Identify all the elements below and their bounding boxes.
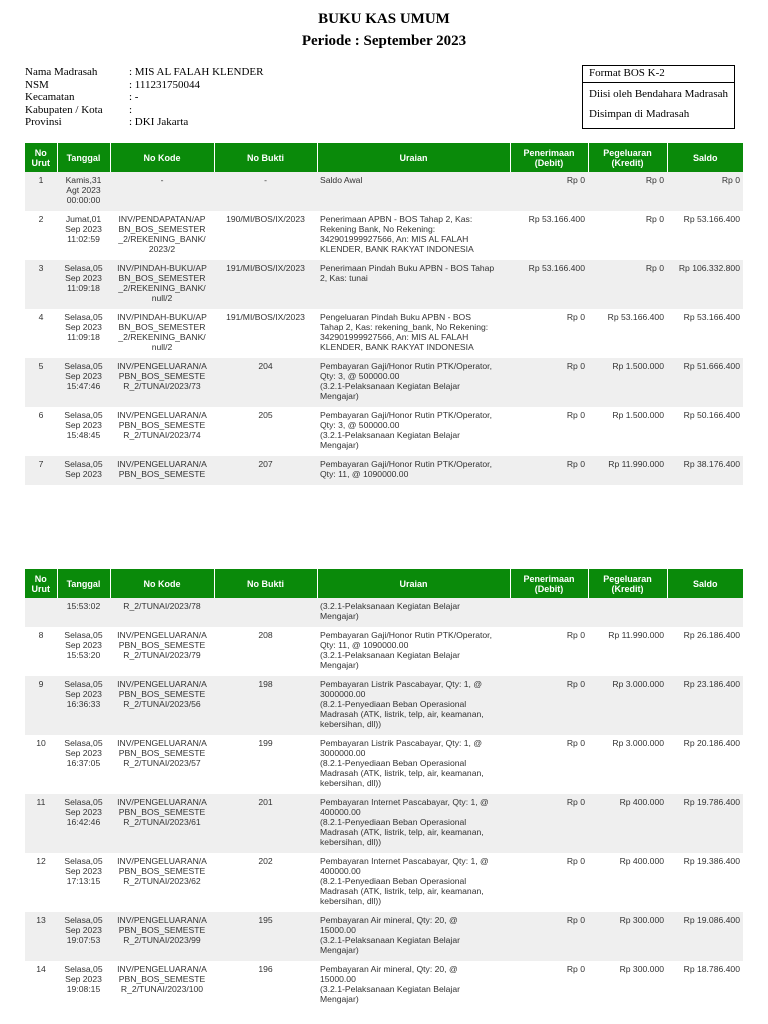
col-saldo-cell: Rp 38.176.400 [667, 456, 743, 485]
col-uraian-cell: Pengeluaran Pindah Buku APBN - BOS Tahap 2, Kas: rekening_bank, No Rekening: 342901999927566, An: MIS AL FALAH KLENDER, BANK RAKYAT INDONESIA [317, 309, 510, 358]
table-row [25, 912, 743, 961]
col-penerimaan-cell [510, 598, 588, 627]
col-uraian-cell: Penerimaan Pindah Buku APBN - BOS Tahap 2, Kas: tunai [317, 260, 510, 309]
table-row [25, 676, 743, 735]
table-row [25, 598, 743, 627]
col-no-bukti-cell [214, 598, 317, 627]
info-row [25, 116, 263, 129]
col-pengeluaran-header: Pegeluaran (Kredit) [588, 569, 667, 598]
col-no-urut-cell: 6 [25, 407, 57, 456]
col-no-urut-header: No Urut [25, 569, 57, 598]
col-pengeluaran-cell [588, 598, 667, 627]
col-penerimaan-cell: Rp 0 [510, 172, 588, 211]
col-penerimaan-cell: Rp 0 [510, 627, 588, 676]
col-no-bukti-cell: 207 [214, 456, 317, 485]
document-period: Periode : September 2023 [301, 33, 467, 49]
col-penerimaan-cell: Rp 0 [510, 309, 588, 358]
col-uraian-header: Uraian [317, 569, 510, 598]
col-pengeluaran-cell: Rp 11.990.000 [588, 456, 667, 485]
col-tanggal-cell: Selasa,05 Sep 2023 19:08:15 [57, 961, 110, 1010]
col-penerimaan-header: Penerimaan (Debit) [510, 569, 588, 598]
col-pengeluaran-cell: Rp 3.000.000 [588, 676, 667, 735]
col-no-kode-cell: INV/PINDAH-BUKU/AP BN_BOS_SEMESTER _2/REKENING_BANK/ null/2 [110, 309, 214, 358]
col-penerimaan-cell: Rp 0 [510, 735, 588, 794]
col-pengeluaran-cell: Rp 400.000 [588, 794, 667, 853]
col-no-bukti-cell: 195 [214, 912, 317, 961]
col-penerimaan-cell: Rp 0 [510, 794, 588, 853]
col-no-urut-cell: 7 [25, 456, 57, 485]
col-tanggal-cell: Selasa,05 Sep 2023 15:53:20 [57, 627, 110, 676]
info-value: : 111231750044 [129, 78, 200, 91]
col-saldo-cell: Rp 50.166.400 [667, 407, 743, 456]
table-header-row [25, 143, 743, 172]
table-row [25, 172, 743, 211]
info-value: : [129, 103, 133, 116]
col-no-bukti-header: No Bukti [214, 569, 317, 598]
col-no-bukti-cell: 190/MI/BOS/IX/2023 [214, 211, 317, 260]
col-tanggal-cell: Selasa,05 Sep 2023 16:42:46 [57, 794, 110, 853]
info-value: : DKI Jakarta [129, 116, 189, 128]
col-no-bukti-cell: 196 [214, 961, 317, 1010]
col-uraian-cell: (3.2.1-Pelaksanaan Kegiatan Belajar Mengajar) [317, 598, 510, 627]
table-row [25, 260, 743, 309]
col-uraian-cell: Pembayaran Gaji/Honor Rutin PTK/Operator, Qty: 3, @ 500000.00 (3.2.1-Pelaksanaan Kegiatan Belajar Mengajar) [317, 358, 510, 407]
info-value: : - [129, 91, 139, 103]
col-uraian-cell: Pembayaran Internet Pascabayar, Qty: 1, @ 400000.00 (8.2.1-Penyediaan Beban Operasional Madrasah (ATK, listrik, telp, air, keamanan, kebersihan, dll)) [317, 853, 510, 912]
col-penerimaan-cell: Rp 53.166.400 [510, 211, 588, 260]
table-header-row [25, 569, 743, 598]
table-body [25, 598, 743, 1010]
col-no-bukti-cell: 204 [214, 358, 317, 407]
table-row [25, 735, 743, 794]
col-no-kode-cell: INV/PINDAH-BUKU/AP BN_BOS_SEMESTER _2/REKENING_BANK/ null/2 [110, 260, 214, 309]
col-no-urut-cell: 12 [25, 853, 57, 912]
col-no-bukti-header: No Bukti [214, 143, 317, 172]
col-uraian-cell: Pembayaran Gaji/Honor Rutin PTK/Operator, Qty: 11, @ 1090000.00 [317, 456, 510, 485]
col-uraian-cell: Pembayaran Air mineral, Qty: 20, @ 15000.00 (3.2.1-Pelaksanaan Kegiatan Belajar Mengajar) [317, 912, 510, 961]
ledger-table-page-2 [25, 569, 743, 1010]
col-no-bukti-cell: 208 [214, 627, 317, 676]
col-no-urut-cell: 4 [25, 309, 57, 358]
col-saldo-header: Saldo [667, 143, 743, 172]
col-no-bukti-cell: 199 [214, 735, 317, 794]
col-tanggal-cell: Selasa,05 Sep 2023 11:09:18 [57, 260, 110, 309]
col-no-urut-cell: 13 [25, 912, 57, 961]
col-no-kode-cell: INV/PENGELUARAN/A PBN_BOS_SEMESTE R_2/TUNAI/2023/61 [110, 794, 214, 853]
col-saldo-cell: Rp 106.332.800 [667, 260, 743, 309]
col-saldo-cell: Rp 19.086.400 [667, 912, 743, 961]
col-saldo-cell: Rp 0 [667, 172, 743, 211]
table-row [25, 961, 743, 1010]
col-no-bukti-cell: 191/MI/BOS/IX/2023 [214, 260, 317, 309]
col-penerimaan-cell: Rp 53.166.400 [510, 260, 588, 309]
col-no-kode-cell: INV/PENGELUARAN/A PBN_BOS_SEMESTE R_2/TUNAI/2023/62 [110, 853, 214, 912]
col-no-kode-cell: INV/PENGELUARAN/A PBN_BOS_SEMESTE R_2/TUNAI/2023/99 [110, 912, 214, 961]
format-stored-at: Disimpan di Madrasah [589, 108, 690, 120]
col-pengeluaran-cell: Rp 1.500.000 [588, 358, 667, 407]
col-uraian-cell: Pembayaran Gaji/Honor Rutin PTK/Operator, Qty: 3, @ 500000.00 (3.2.1-Pelaksanaan Kegiatan Belajar Mengajar) [317, 407, 510, 456]
col-pengeluaran-cell: Rp 53.166.400 [588, 309, 667, 358]
col-saldo-cell: Rp 53.166.400 [667, 211, 743, 260]
col-penerimaan-cell: Rp 0 [510, 912, 588, 961]
col-pengeluaran-cell: Rp 1.500.000 [588, 407, 667, 456]
info-row [25, 66, 263, 79]
col-pengeluaran-cell: Rp 300.000 [588, 912, 667, 961]
col-no-kode-cell: INV/PENGELUARAN/A PBN_BOS_SEMESTE R_2/TUNAI/2023/73 [110, 358, 214, 407]
table-row [25, 407, 743, 456]
info-row [25, 79, 263, 92]
col-no-urut-cell: 2 [25, 211, 57, 260]
col-no-bukti-cell: 202 [214, 853, 317, 912]
school-info [25, 66, 263, 129]
col-no-urut-cell [25, 598, 57, 627]
col-pengeluaran-header: Pegeluaran (Kredit) [588, 143, 667, 172]
col-penerimaan-cell: Rp 0 [510, 676, 588, 735]
col-no-urut-cell: 9 [25, 676, 57, 735]
col-tanggal-cell: Selasa,05 Sep 2023 11:09:18 [57, 309, 110, 358]
table-body [25, 172, 743, 485]
col-no-urut-cell: 5 [25, 358, 57, 407]
col-no-bukti-cell: 205 [214, 407, 317, 456]
col-penerimaan-cell: Rp 0 [510, 407, 588, 456]
table-row [25, 358, 743, 407]
col-no-kode-cell: INV/PENGELUARAN/A PBN_BOS_SEMESTE R_2/TUNAI/2023/100 [110, 961, 214, 1010]
col-pengeluaran-cell: Rp 0 [588, 260, 667, 309]
col-no-kode-cell: R_2/TUNAI/2023/78 [110, 598, 214, 627]
info-label: NSM [25, 78, 49, 91]
col-no-bukti-cell: 201 [214, 794, 317, 853]
col-pengeluaran-cell: Rp 300.000 [588, 961, 667, 1010]
col-no-kode-header: No Kode [110, 143, 214, 172]
col-pengeluaran-cell: Rp 400.000 [588, 853, 667, 912]
info-label: Kabupaten / Kota [25, 103, 103, 116]
col-saldo-cell: Rp 23.186.400 [667, 676, 743, 735]
col-saldo-cell: Rp 19.786.400 [667, 794, 743, 853]
col-no-bukti-cell: 191/MI/BOS/IX/2023 [214, 309, 317, 358]
col-no-kode-cell: INV/PENGELUARAN/A PBN_BOS_SEMESTE R_2/TUNAI/2023/74 [110, 407, 214, 456]
col-penerimaan-cell: Rp 0 [510, 456, 588, 485]
col-tanggal-cell: Selasa,05 Sep 2023 17:13:15 [57, 853, 110, 912]
col-no-kode-cell: INV/PENGELUARAN/A PBN_BOS_SEMESTE R_2/TUNAI/2023/57 [110, 735, 214, 794]
info-label: Kecamatan [25, 91, 75, 103]
table-row [25, 794, 743, 853]
col-tanggal-cell: 15:53:02 [57, 598, 110, 627]
table-row [25, 309, 743, 358]
col-no-kode-cell: INV/PENDAPATAN/AP BN_BOS_SEMESTER _2/REKENING_BANK/ 2023/2 [110, 211, 214, 260]
col-penerimaan-cell: Rp 0 [510, 358, 588, 407]
col-uraian-cell: Pembayaran Listrik Pascabayar, Qty: 1, @ 3000000.00 (8.2.1-Penyediaan Beban Operasional Madrasah (ATK, listrik, telp, air, keamanan, kebersihan, dll)) [317, 676, 510, 735]
col-no-urut-cell: 1 [25, 172, 57, 211]
col-uraian-header: Uraian [317, 143, 510, 172]
col-no-bukti-cell: 198 [214, 676, 317, 735]
document-title: BUKU KAS UMUM [318, 11, 450, 27]
format-filled-by: Diisi oleh Bendahara Madrasah [589, 88, 728, 100]
info-label: Provinsi [25, 116, 62, 128]
table-row [25, 456, 743, 485]
format-box [582, 65, 735, 129]
col-no-kode-cell: INV/PENGELUARAN/A PBN_BOS_SEMESTE R_2/TUNAI/2023/79 [110, 627, 214, 676]
col-tanggal-cell: Kamis,31 Agt 2023 00:00:00 [57, 172, 110, 211]
col-saldo-cell: Rp 18.786.400 [667, 961, 743, 1010]
table-row [25, 211, 743, 260]
col-no-urut-cell: 10 [25, 735, 57, 794]
col-no-urut-cell: 8 [25, 627, 57, 676]
col-penerimaan-header: Penerimaan (Debit) [510, 143, 588, 172]
table-row [25, 853, 743, 912]
info-row [25, 104, 263, 117]
col-saldo-cell: Rp 26.186.400 [667, 627, 743, 676]
col-saldo-cell: Rp 51.666.400 [667, 358, 743, 407]
info-row [25, 91, 263, 104]
col-pengeluaran-cell: Rp 11.990.000 [588, 627, 667, 676]
col-saldo-cell [667, 598, 743, 627]
col-saldo-header: Saldo [667, 569, 743, 598]
col-no-kode-cell: INV/PENGELUARAN/A PBN_BOS_SEMESTE R_2/TUNAI/2023/56 [110, 676, 214, 735]
col-uraian-cell: Pembayaran Air mineral, Qty: 20, @ 15000.00 (3.2.1-Pelaksanaan Kegiatan Belajar Mengajar) [317, 961, 510, 1010]
col-tanggal-header: Tanggal [57, 569, 110, 598]
col-penerimaan-cell: Rp 0 [510, 961, 588, 1010]
col-tanggal-cell: Selasa,05 Sep 2023 16:37:05 [57, 735, 110, 794]
col-uraian-cell: Saldo Awal [317, 172, 510, 211]
col-saldo-cell: Rp 53.166.400 [667, 309, 743, 358]
col-uraian-cell: Penerimaan APBN - BOS Tahap 2, Kas: Rekening Bank, No Rekening: 342901999927566, An: MIS AL FALAH KLENDER, BANK RAKYAT INDONESIA [317, 211, 510, 260]
col-tanggal-cell: Jumat,01 Sep 2023 11:02:59 [57, 211, 110, 260]
col-no-kode-cell: - [110, 172, 214, 211]
col-no-urut-header: No Urut [25, 143, 57, 172]
col-no-kode-header: No Kode [110, 569, 214, 598]
col-tanggal-cell: Selasa,05 Sep 2023 15:47:46 [57, 358, 110, 407]
col-saldo-cell: Rp 20.186.400 [667, 735, 743, 794]
col-tanggal-cell: Selasa,05 Sep 2023 15:48:45 [57, 407, 110, 456]
col-no-urut-cell: 3 [25, 260, 57, 309]
col-penerimaan-cell: Rp 0 [510, 853, 588, 912]
col-no-urut-cell: 11 [25, 794, 57, 853]
info-value: : MIS AL FALAH KLENDER [129, 66, 264, 78]
col-no-kode-cell: INV/PENGELUARAN/A PBN_BOS_SEMESTE [110, 456, 214, 485]
col-saldo-cell: Rp 19.386.400 [667, 853, 743, 912]
ledger-table-page-1 [25, 143, 743, 485]
col-uraian-cell: Pembayaran Listrik Pascabayar, Qty: 1, @ 3000000.00 (8.2.1-Penyediaan Beban Operasional Madrasah (ATK, listrik, telp, air, keamanan, kebersihan, dll)) [317, 735, 510, 794]
col-no-urut-cell: 14 [25, 961, 57, 1010]
col-pengeluaran-cell: Rp 0 [588, 172, 667, 211]
col-no-bukti-cell: - [214, 172, 317, 211]
col-tanggal-cell: Selasa,05 Sep 2023 16:36:33 [57, 676, 110, 735]
col-pengeluaran-cell: Rp 0 [588, 211, 667, 260]
col-tanggal-cell: Selasa,05 Sep 2023 19:07:53 [57, 912, 110, 961]
col-uraian-cell: Pembayaran Gaji/Honor Rutin PTK/Operator, Qty: 11, @ 1090000.00 (3.2.1-Pelaksanaan Kegiatan Belajar Mengajar) [317, 627, 510, 676]
col-tanggal-cell: Selasa,05 Sep 2023 [57, 456, 110, 485]
format-code: Format BOS K-2 [583, 66, 734, 83]
col-tanggal-header: Tanggal [57, 143, 110, 172]
table-row [25, 627, 743, 676]
col-pengeluaran-cell: Rp 3.000.000 [588, 735, 667, 794]
info-label: Nama Madrasah [25, 66, 98, 78]
col-uraian-cell: Pembayaran Internet Pascabayar, Qty: 1, @ 400000.00 (8.2.1-Penyediaan Beban Operasional Madrasah (ATK, listrik, telp, air, keamanan, kebersihan, dll)) [317, 794, 510, 853]
